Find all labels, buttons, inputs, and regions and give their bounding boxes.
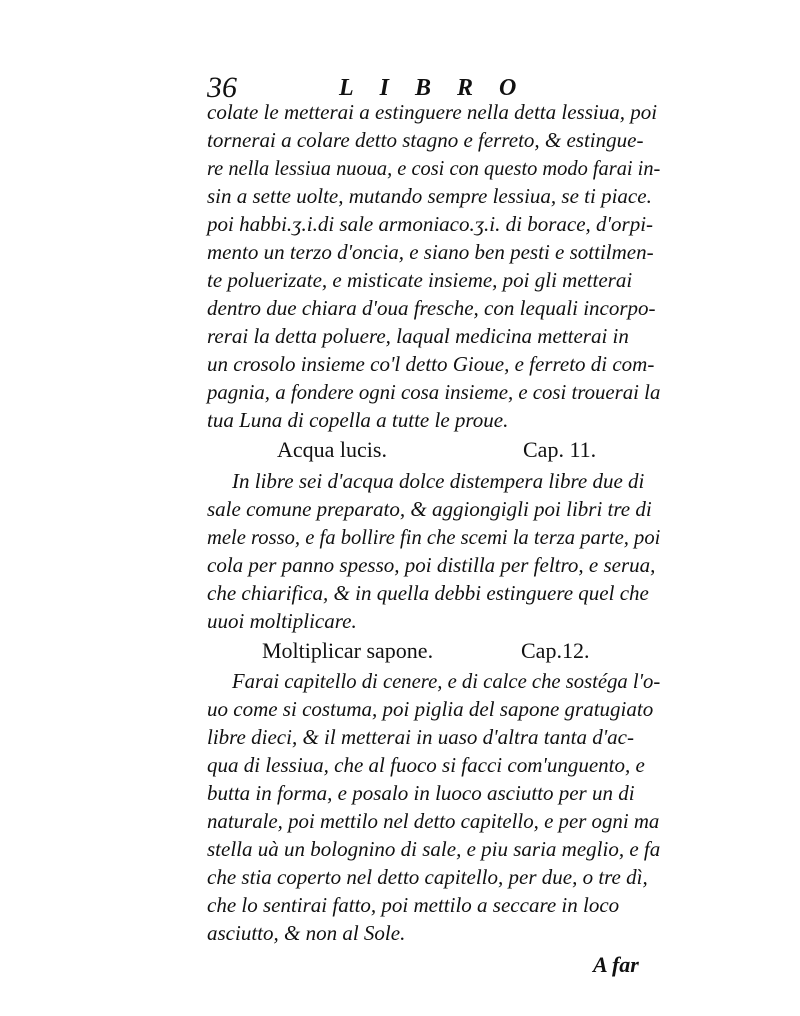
- chapter-number: Cap.12.: [521, 638, 590, 663]
- text-line: tornerai a colare detto stagno e ferreto, & estingue-: [207, 128, 644, 152]
- page-number: 36: [207, 71, 237, 104]
- text-line: rerai la detta poluere, laqual medicina metterai in: [207, 324, 629, 348]
- text-line: In libre sei d'acqua dolce distempera libre due di: [232, 469, 645, 493]
- chapter-title: Moltiplicar sapone.: [262, 638, 434, 663]
- text-line: Farai capitello di cenere, e di calce che sostéga l'o-: [232, 669, 661, 693]
- text-line: che stia coperto nel detto capitello, per due, o tre dì,: [207, 865, 648, 889]
- text-line: colate le metterai a estinguere nella detta lessiua, poi: [207, 100, 658, 124]
- text-line: mele rosso, e fa bollire fin che scemi la terza parte, poi: [207, 525, 661, 549]
- text-line: dentro due chiara d'oua fresche, con lequali incorpo-: [207, 296, 656, 320]
- text-line: qua di lessiua, che al fuoco si facci com'unguento, e: [207, 753, 645, 777]
- text-line: un crosolo insieme co'l detto Gioue, e ferreto di com-: [207, 352, 655, 376]
- text-line: che chiarifica, & in quella debbi estinguere quel che: [207, 581, 649, 605]
- text-line: pagnia, a fondere ogni cosa insieme, e cosi trouerai la: [207, 380, 661, 404]
- text-line: libre dieci, & il metterai in uaso d'altra tanta d'ac-: [207, 725, 634, 749]
- text-line: tua Luna di copella a tutte le proue.: [207, 408, 509, 432]
- text-line: uo come si costuma, poi piglia del sapone gratugiato: [207, 697, 654, 721]
- text-line: asciutto, & non al Sole.: [207, 921, 406, 945]
- text-line: stella uà un bolognino di sale, e piu saria meglio, e fa: [207, 837, 661, 861]
- text-line: mento un terzo d'oncia, e siano ben pesti e sottilmen-: [207, 240, 654, 264]
- text-line: naturale, poi mettilo nel detto capitello, e per ogni ma: [207, 809, 660, 833]
- catchword: A far: [593, 952, 639, 977]
- text-line: butta in forma, e posalo in luoco asciutto per un di: [207, 781, 635, 805]
- text-line: cola per panno spesso, poi distilla per feltro, e serua,: [207, 553, 656, 577]
- text-line: te poluerizate, e misticate insieme, poi gli metterai: [207, 268, 633, 292]
- text-line: uuoi moltiplicare.: [207, 609, 357, 633]
- running-head: LIBRO: [339, 75, 543, 101]
- chapter-number: Cap. 11.: [523, 437, 597, 462]
- text-line: sin a sette uolte, mutando sempre lessiua, se ti piace.: [207, 184, 652, 208]
- text-line: poi habbi.ʒ.i.di sale armoniaco.ʒ.i. di borace, d'orpi-: [207, 212, 654, 236]
- text-line: re nella lessiua nuoua, e cosi con questo modo farai in-: [207, 156, 661, 180]
- chapter-title: Acqua lucis.: [277, 437, 387, 462]
- text-line: che lo sentirai fatto, poi mettilo a seccare in loco: [207, 893, 620, 917]
- text-line: sale comune preparato, & aggiongigli poi libri tre di: [207, 497, 652, 521]
